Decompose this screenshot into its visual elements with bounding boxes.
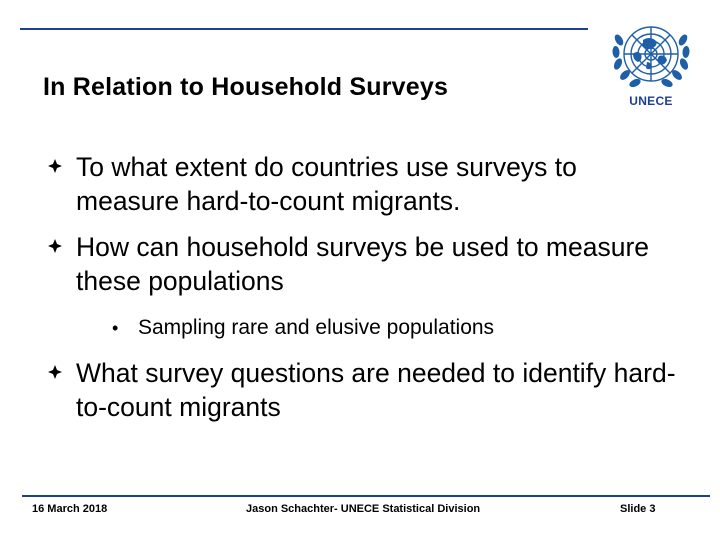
dot-bullet-icon: • [112,318,119,338]
footer-rule [22,495,710,497]
diamond-bullet-icon [48,239,62,253]
diamond-bullet-icon [48,159,62,173]
footer-date: 16 March 2018 [32,503,108,515]
sub-bullet-text: Sampling rare and elusive populations [138,316,495,339]
bullet-text: To what extent do countries use surveys to measure hard-to-count migrants. [76,152,577,216]
slide-title: In Relation to Household Surveys [43,73,449,101]
footer-slide-number: Slide 3 [620,503,656,515]
logo-label: UNECE [629,94,673,108]
footer-presenter: Jason Schachter- UNECE Statistical Division [246,503,481,515]
diamond-bullet-icon [48,365,62,379]
bullet-text: How can household surveys be used to measure these populations [76,232,650,296]
header-rule [20,28,588,30]
bullet-text: What survey questions are needed to identify hard-to-count migrants [76,358,676,422]
